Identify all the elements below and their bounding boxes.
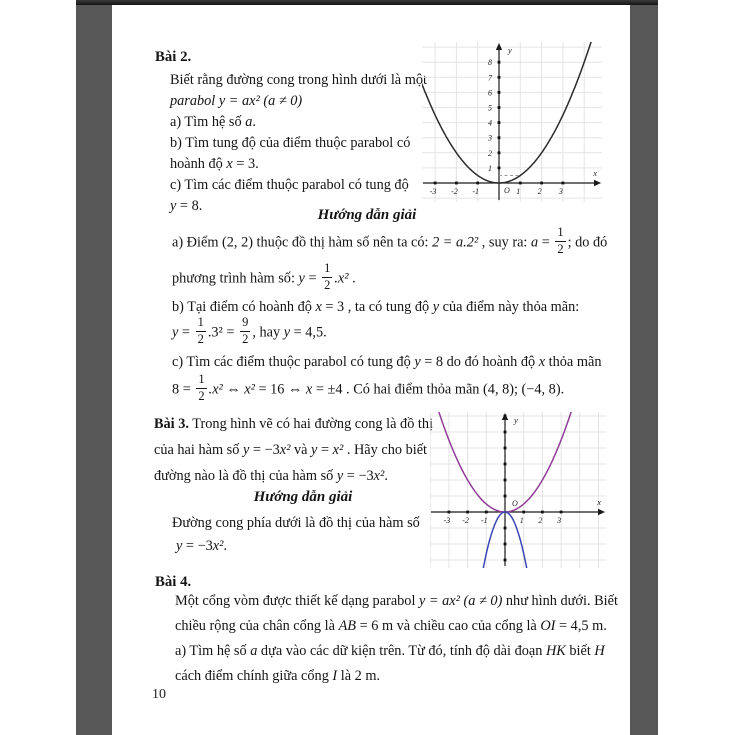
x-tick-label: -2 bbox=[451, 187, 458, 196]
exercise-2-line bbox=[170, 70, 427, 91]
text-segment: như hình dưới. Biết bbox=[502, 593, 618, 609]
math-text: a bbox=[250, 643, 258, 659]
exercise-2-heading: Bài 2. bbox=[155, 49, 192, 65]
x-tick bbox=[522, 511, 525, 514]
y-tick-label: 2 bbox=[488, 148, 492, 158]
text-segment: của điểm này thỏa mãn: bbox=[439, 299, 580, 315]
fraction-part: 1 bbox=[555, 226, 565, 242]
exercise-4-heading: Bài 4. bbox=[155, 574, 192, 590]
math-text: a bbox=[530, 234, 539, 251]
exercise-4-line bbox=[175, 666, 380, 687]
text-segment: là 2 m. bbox=[337, 668, 381, 684]
fraction bbox=[240, 316, 250, 346]
x-tick-label: -3 bbox=[443, 516, 451, 525]
text-segment: a) Điểm (2, 2) thuộc đồ thị hàm số nên ta có: bbox=[172, 234, 433, 251]
text-segment: = 3. bbox=[232, 156, 259, 172]
solution-2c-line-2 bbox=[172, 372, 565, 405]
x-tick bbox=[455, 182, 458, 185]
origin-label: O bbox=[504, 186, 510, 195]
page-shadow-right bbox=[630, 0, 658, 735]
exercise-4-line bbox=[175, 591, 618, 612]
text-segment: . bbox=[384, 468, 388, 484]
x-tick bbox=[466, 511, 469, 514]
fraction-part: 1 bbox=[196, 316, 206, 332]
fraction-part: 1 bbox=[322, 262, 332, 278]
solution-2a-line-1 bbox=[172, 225, 608, 258]
y-tick bbox=[504, 447, 507, 450]
x-tick-label: 1 bbox=[519, 516, 524, 525]
text-segment: cách điểm chính giữa cổng bbox=[175, 668, 333, 684]
x-tick bbox=[434, 182, 437, 185]
x-tick-label: -3 bbox=[429, 187, 437, 196]
text-segment: = 6 m và chiều cao của cổng là bbox=[356, 618, 541, 634]
y-tick bbox=[504, 559, 507, 562]
x-tick-label: 1 bbox=[516, 187, 521, 196]
text-segment: phương trình hàm số: bbox=[172, 270, 299, 287]
y-tick bbox=[504, 463, 507, 466]
fraction-part: 2 bbox=[557, 241, 564, 256]
y-axis-arrow bbox=[496, 43, 502, 50]
y-tick-label: 3 bbox=[488, 133, 492, 143]
page-number: 10 bbox=[152, 687, 166, 702]
text-segment: b) Tại điểm có hoành độ bbox=[172, 299, 316, 315]
y-tick bbox=[504, 415, 507, 418]
solution-2c-line-1 bbox=[172, 352, 601, 373]
math-text: .x² bbox=[208, 381, 223, 398]
x-tick bbox=[541, 511, 544, 514]
text-segment: a) Tìm hệ số bbox=[175, 643, 251, 659]
text-segment: = bbox=[317, 442, 333, 458]
text-segment: = −3 bbox=[343, 468, 374, 484]
math-text: x² bbox=[332, 442, 344, 458]
x-axis-label: x bbox=[597, 497, 601, 507]
text-segment: của hai hàm số bbox=[154, 442, 243, 458]
text-segment: . bbox=[223, 538, 228, 554]
exercise-3-line bbox=[154, 440, 427, 461]
math-text: y bbox=[336, 468, 344, 484]
math-text: y bbox=[414, 354, 421, 370]
page-top-edge bbox=[76, 0, 658, 5]
fraction-part: 2 bbox=[197, 331, 204, 346]
text-segment: đường nào là đồ thị của hàm số bbox=[154, 468, 337, 484]
math-text: a bbox=[245, 114, 253, 130]
x-tick bbox=[519, 182, 522, 185]
text-segment: = bbox=[304, 270, 321, 287]
y-tick-label: 6 bbox=[488, 88, 492, 98]
y-tick bbox=[498, 136, 501, 139]
y-tick-label: 5 bbox=[488, 103, 492, 113]
text-segment: , suy ra: bbox=[478, 234, 531, 251]
text-segment: Biết rằng đường cong trong hình dưới là một bbox=[170, 72, 427, 88]
exercise-2-line bbox=[170, 154, 259, 175]
solution-3-line-2 bbox=[176, 536, 227, 557]
text-segment: = −3 bbox=[182, 538, 213, 554]
fraction bbox=[196, 316, 206, 346]
math-text: .x² bbox=[334, 270, 349, 287]
solution-2a-line-2 bbox=[172, 261, 356, 294]
exercise-4-line bbox=[175, 641, 605, 662]
text-segment: = 4,5 m. bbox=[555, 618, 607, 634]
math-text: AB bbox=[338, 618, 357, 634]
math-text: x bbox=[315, 299, 322, 315]
exercise-3-line bbox=[154, 466, 388, 487]
x-tick bbox=[540, 182, 543, 185]
math-text: x² bbox=[279, 442, 291, 458]
text-segment: . bbox=[252, 114, 256, 130]
y-tick bbox=[498, 76, 501, 79]
math-text: 2 = a.2² bbox=[432, 234, 479, 251]
exercise-2-line bbox=[170, 112, 256, 133]
x-tick-label: -1 bbox=[480, 516, 488, 525]
page-shadow-left bbox=[76, 0, 112, 735]
text-segment: c) Tìm các điểm thuộc parabol có tung độ bbox=[172, 354, 415, 370]
y-tick bbox=[504, 479, 507, 482]
exercise-2-line bbox=[170, 91, 302, 112]
math-text: y bbox=[311, 442, 318, 458]
y-tick bbox=[498, 91, 501, 94]
x-tick-label: -1 bbox=[472, 187, 480, 196]
y-tick bbox=[498, 167, 501, 170]
math-text: y bbox=[298, 270, 305, 287]
text-segment: 8 = bbox=[172, 381, 195, 398]
y-tick-label: 8 bbox=[488, 58, 492, 68]
y-tick bbox=[498, 151, 501, 154]
exercise-2-line bbox=[170, 175, 409, 196]
math-text: I bbox=[332, 668, 338, 684]
x-tick bbox=[562, 182, 565, 185]
fraction bbox=[322, 262, 332, 292]
text-segment: và bbox=[290, 442, 312, 458]
text-segment: = bbox=[538, 234, 554, 251]
x-axis-arrow bbox=[598, 509, 605, 515]
math-text: y bbox=[283, 324, 291, 341]
text-segment: .3² = bbox=[207, 324, 239, 341]
y-tick-label: 1 bbox=[488, 163, 492, 173]
math-text: H bbox=[594, 643, 605, 659]
text-segment: Trong hình vẽ có hai đường cong là đồ thị bbox=[188, 416, 434, 432]
math-text: x² bbox=[212, 538, 224, 554]
y-tick-label: 7 bbox=[488, 73, 492, 83]
solution-3-line-1 bbox=[172, 513, 420, 534]
fraction-part: 2 bbox=[324, 277, 331, 292]
y-tick bbox=[504, 543, 507, 546]
text-segment: Một cổng vòm được thiết kế dạng parabol bbox=[175, 593, 420, 609]
fraction-part: 2 bbox=[198, 388, 205, 403]
math-text: x bbox=[305, 381, 313, 398]
text-segment: b) Tìm tung độ của điểm thuộc parabol có bbox=[170, 135, 411, 151]
text-segment: biết bbox=[565, 643, 595, 659]
y-tick bbox=[504, 495, 507, 498]
fraction-part: 2 bbox=[242, 331, 249, 346]
math-text: x bbox=[538, 354, 546, 370]
solution-2b-line-2 bbox=[172, 315, 327, 348]
y-tick bbox=[504, 527, 507, 530]
x-tick-label: 3 bbox=[558, 187, 563, 196]
solution-heading-1: Hướng dẫn giải bbox=[317, 207, 417, 223]
x-axis-label: x bbox=[593, 168, 597, 178]
text-segment: Đường cong phía dưới là đồ thị của hàm số bbox=[172, 515, 420, 531]
x-tick bbox=[476, 182, 479, 185]
text-segment: ; do đó bbox=[567, 234, 608, 251]
y-axis-label: y bbox=[508, 45, 512, 55]
text-segment: = 8 do đó hoành độ bbox=[420, 354, 539, 370]
parabola-chart-bai2 bbox=[422, 42, 602, 202]
text-segment: hoành độ bbox=[170, 156, 227, 172]
y-tick bbox=[498, 106, 501, 109]
x-tick bbox=[560, 511, 563, 514]
x-tick bbox=[448, 511, 451, 514]
x-tick bbox=[485, 511, 488, 514]
text-segment: Bài 3. bbox=[154, 416, 189, 432]
text-segment: = ±4 . Có hai điểm thỏa mãn (4, 8); (−4, 8). bbox=[312, 381, 565, 398]
math-text: y bbox=[170, 198, 177, 214]
math-text: y bbox=[432, 299, 440, 315]
math-text: y bbox=[172, 324, 179, 341]
math-text: y bbox=[176, 538, 183, 554]
curve bbox=[422, 42, 602, 183]
origin-label: O bbox=[512, 499, 518, 508]
fraction bbox=[555, 226, 565, 256]
text-segment: ⇔ bbox=[222, 381, 245, 398]
text-segment: thỏa mãn bbox=[545, 354, 602, 370]
fraction-part: 1 bbox=[196, 373, 206, 389]
x-tick-label: 2 bbox=[538, 516, 543, 525]
text-segment: . bbox=[348, 270, 356, 287]
math-text: y = ax² (a ≠ 0) bbox=[419, 593, 503, 609]
math-text: OI bbox=[540, 618, 556, 634]
y-axis-label: y bbox=[514, 415, 518, 425]
solution-heading-2: Hướng dẫn giải bbox=[253, 489, 353, 505]
text-segment: c) Tìm các điểm thuộc parabol có tung độ bbox=[170, 177, 409, 193]
x-tick-label: 3 bbox=[557, 516, 562, 525]
y-tick-label: 4 bbox=[488, 118, 492, 128]
math-text: x² bbox=[244, 381, 255, 398]
y-tick bbox=[504, 431, 507, 434]
x-axis-arrow bbox=[594, 180, 601, 186]
math-text: parabol y = ax² (a ≠ 0) bbox=[170, 93, 303, 109]
math-text: HK bbox=[545, 643, 566, 659]
text-segment: , hay bbox=[252, 324, 284, 341]
y-tick bbox=[498, 121, 501, 124]
text-segment: = 8. bbox=[176, 198, 203, 214]
text-segment: a) Tìm hệ số bbox=[170, 114, 246, 130]
exercise-3-line bbox=[154, 414, 433, 435]
fraction-part: 9 bbox=[240, 316, 250, 332]
x-tick-label: -2 bbox=[462, 516, 469, 525]
solution-2b-line-1 bbox=[172, 297, 579, 318]
text-segment: . Hãy cho biết bbox=[343, 442, 428, 458]
text-segment: = 16 ⇔ bbox=[254, 381, 306, 398]
x-tick-label: 2 bbox=[537, 187, 542, 196]
y-tick bbox=[498, 61, 501, 64]
math-text: x bbox=[226, 156, 233, 172]
text-segment: = 4,5. bbox=[290, 324, 327, 341]
math-text: y bbox=[242, 442, 250, 458]
exercise-4-line bbox=[175, 616, 607, 637]
text-segment: = bbox=[178, 324, 194, 341]
fraction bbox=[196, 373, 206, 403]
text-segment: dựa vào các dữ kiện trên. Từ đó, tính độ dài đoạn bbox=[257, 643, 546, 659]
text-segment: = 3 , ta có tung độ bbox=[321, 299, 433, 315]
math-text: x² bbox=[373, 468, 385, 484]
exercise-2-line bbox=[170, 133, 410, 154]
text-segment: = −3 bbox=[249, 442, 280, 458]
text-segment: chiều rộng của chân cổng là bbox=[175, 618, 339, 634]
